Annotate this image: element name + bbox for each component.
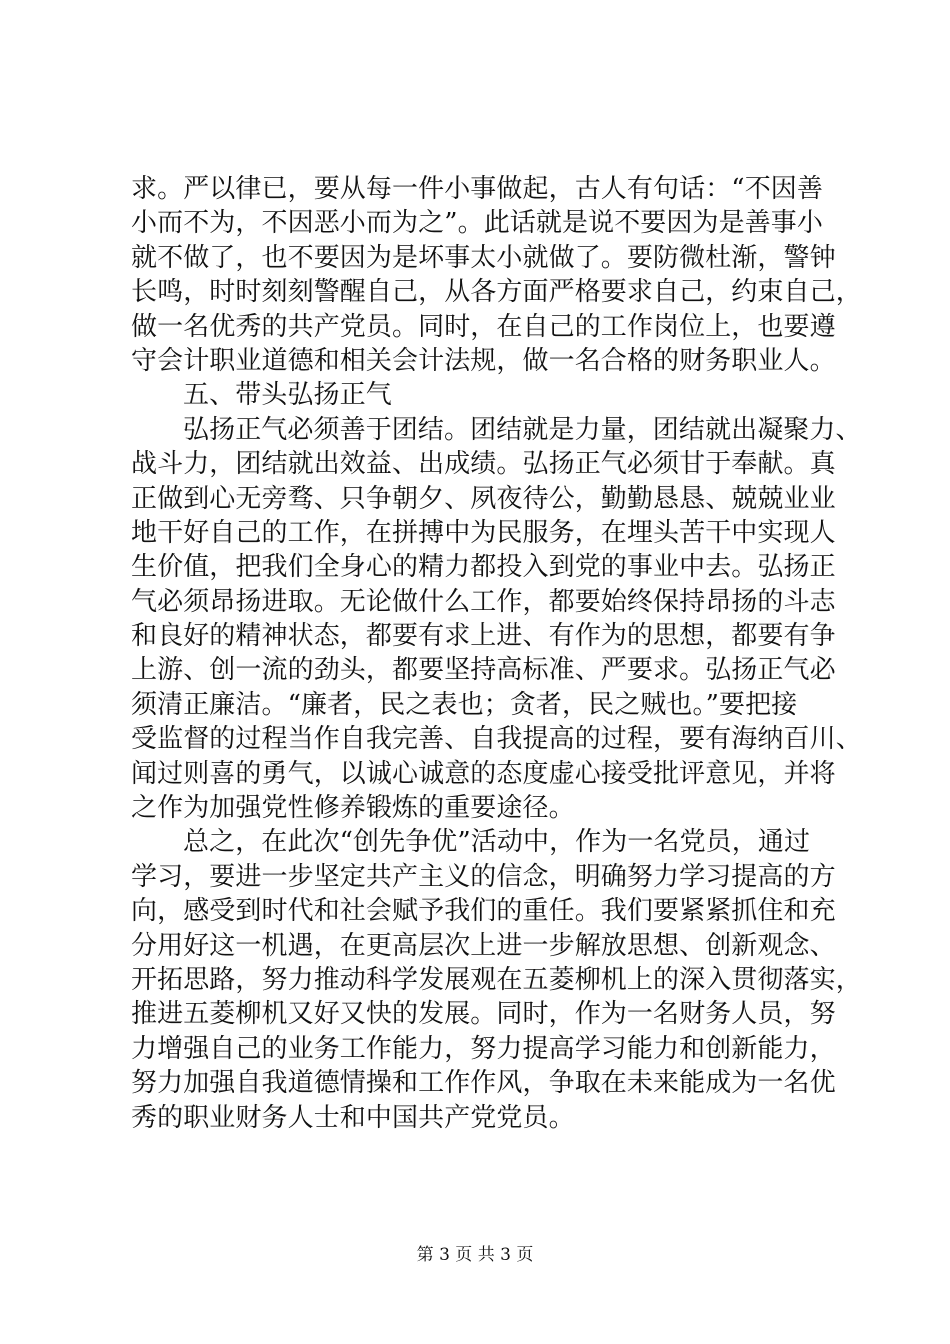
text-line: 受监督的过程当作自我完善、自我提高的过程，要有海纳百川、 xyxy=(131,724,862,755)
text-line: 闻过则喜的勇气，以诚心诚意的态度虚心接受批评意见，并将 xyxy=(131,758,836,789)
text-line: 推进五菱柳机又好又快的发展。同时，作为一名财务人员，努 xyxy=(131,999,836,1030)
text-line: 气必须昂扬进取。无论做什么工作，都要始终保持昂扬的斗志 xyxy=(131,586,836,617)
text-line: 力增强自己的业务工作能力，努力提高学习能力和创新能力， xyxy=(131,1033,836,1064)
text-line: 之作为加强党性修养锻炼的重要途径。 xyxy=(131,793,575,824)
text-line: 做一名优秀的共产党员。同时，在自己的工作岗位上，也要遵 xyxy=(131,311,836,342)
text-line: 弘扬正气必须善于团结。团结就是力量，团结就出凝聚力、 xyxy=(183,414,862,445)
text-line: 生价值，把我们全身心的精力都投入到党的事业中去。弘扬正 xyxy=(131,552,836,583)
text-line: 向，感受到时代和社会赋予我们的重任。我们要紧紧抓住和充 xyxy=(131,896,836,927)
text-line: 努力加强自我道德情操和工作作风，争取在未来能成为一名优 xyxy=(131,1068,836,1099)
text-line: 分用好这一机遇，在更高层次上进一步解放思想、创新观念、 xyxy=(131,930,836,961)
text-line: 求。严以律已，要从每一件小事做起，古人有句话：“不因善 xyxy=(131,174,823,204)
text-line: 和良好的精神状态，都要有求上进、有作为的思想，都要有争 xyxy=(131,621,836,652)
page-number-footer: 第 3 页 共 3 页 xyxy=(416,1245,534,1265)
section-heading: 五、带头弘扬正气 xyxy=(183,380,392,411)
text-line: 总之，在此次“创先争优”活动中，作为一名党员，通过 xyxy=(183,827,811,858)
text-line: 守会计职业道德和相关会计法规，做一名合格的财务职业人。 xyxy=(131,345,836,376)
text-line: 就不做了，也不要因为是坏事太小就做了。要防微杜渐，警钟 xyxy=(131,242,836,273)
text-line: 地干好自己的工作，在拼搏中为民服务，在埋头苦干中实现人 xyxy=(131,517,836,548)
document-body xyxy=(131,172,862,1135)
text-line: 战斗力，团结就出效益、出成绩。弘扬正气必须甘于奉献。真 xyxy=(131,449,836,480)
text-line: 须清正廉洁。“廉者，民之表也；贪者，民之贼也。”要把接 xyxy=(131,689,798,720)
text-line: 秀的职业财务人士和中国共产党党员。 xyxy=(131,1102,575,1133)
text-line: 长鸣，时时刻刻警醒自己，从各方面严格要求自己，约束自己， xyxy=(131,277,862,308)
text-line: 学习，要进一步坚定共产主义的信念，明确努力学习提高的方 xyxy=(131,861,836,892)
text-line: 开拓思路，努力推动科学发展观在五菱柳机上的深入贯彻落实， xyxy=(131,964,862,995)
text-line: 上游、创一流的劲头，都要坚持高标准、严要求。弘扬正气必 xyxy=(131,655,836,686)
text-line: 小而不为，不因恶小而为之”。此话就是说不要因为是善事小 xyxy=(131,208,823,239)
text-line: 正做到心无旁骛、只争朝夕、夙夜待公，勤勤恳恳、兢兢业业 xyxy=(131,483,836,514)
